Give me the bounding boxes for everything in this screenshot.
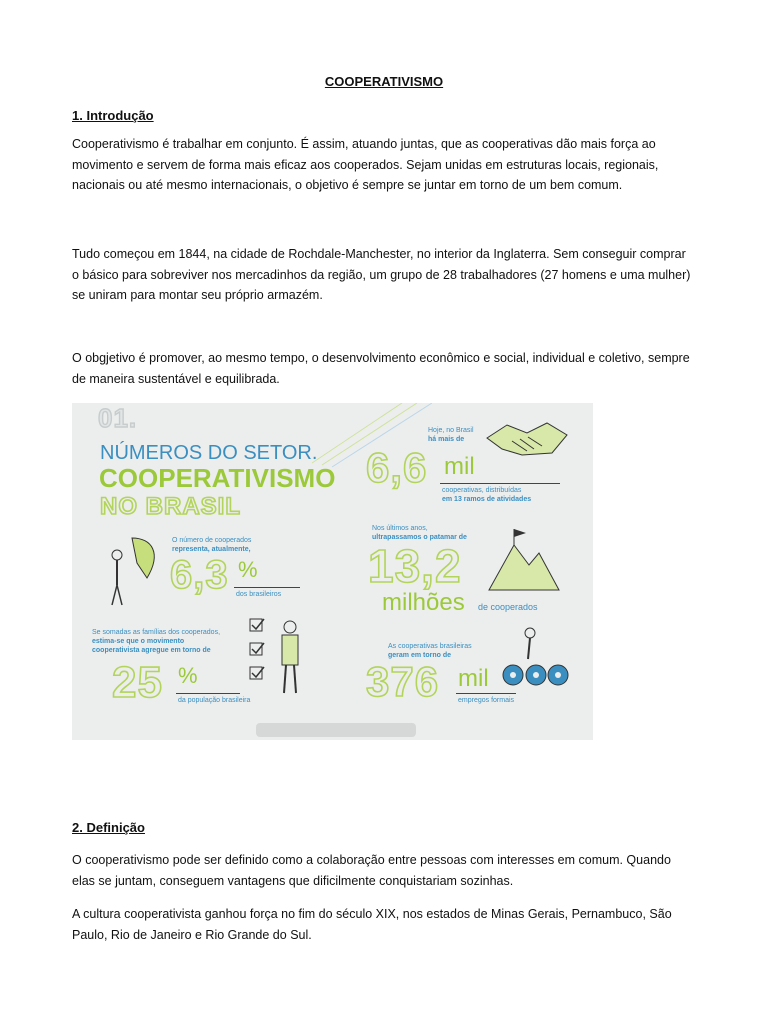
stat4-intro: estima-se que o movimento	[92, 638, 185, 645]
stat3-intro: Nos últimos anos,	[372, 525, 428, 532]
stat2-intro: representa, atualmente,	[172, 546, 251, 553]
stat2-desc: dos brasileiros	[236, 591, 282, 598]
stat1-desc: em 13 ramos de atividades	[442, 496, 532, 503]
stat4-desc: da população brasileira	[178, 697, 251, 704]
infographic-number: 01.	[98, 403, 138, 433]
infographic-title-line1: NÚMEROS DO SETOR.	[100, 442, 318, 464]
stat5-value: 376	[366, 658, 440, 705]
stat2-unit: %	[238, 557, 258, 582]
stat5-unit: mil	[458, 665, 489, 692]
slideshow-bar	[256, 723, 416, 737]
person-with-map-icon	[102, 533, 172, 613]
paragraph: Cooperativismo é trabalhar em conjunto. É assim, atuando juntas, que as cooperativas dão mais força ao movimento e servem de forma mais eficaz aos cooperados. Sejam unidas em estruturas locais, regionais, nacionais ou até mesmo internacionais, o objetivo é sempre se juntar em torno de um bem comum.	[72, 137, 659, 192]
stat5-intro: As cooperativas brasileiras	[388, 643, 472, 650]
stat2-intro: O número de cooperados	[172, 537, 252, 544]
paragraph: A cultura cooperativista ganhou força no fim do século XIX, nos estados de Minas Gerais, Pernambuco, São Paulo, Rio de Janeiro e Rio Grande do Sul.	[72, 907, 672, 942]
paragraph: Tudo começou em 1844, na cidade de Rochdale-Manchester, no interior da Inglaterra. Sem conseguir comprar o básico para sobreviver nos mercadinhos da região, um grupo de 28 trabalhadores (27 homens e uma mulher) se uniram para montar seu próprio armazém.	[72, 247, 691, 302]
stat1-intro: Hoje, no Brasil	[428, 427, 474, 434]
stat3-desc: de cooperados	[478, 602, 538, 612]
stat4-intro: Se somadas as famílias dos cooperados,	[92, 629, 221, 636]
stat1-desc: cooperativas, distribuídas	[442, 487, 522, 494]
paragraph: O obgjetivo é promover, ao mesmo tempo, o desenvolvimento econômico e social, individual e coletivo, sempre de maneira sustentável e equilibrada.	[72, 351, 690, 386]
mountain-flag-icon	[484, 525, 564, 595]
paragraph: O cooperativismo pode ser definido como a colaboração entre pessoas com interesses em comum. Quando elas se juntam, conseguem vantagens que dificilmente conquistariam sozinhas.	[72, 853, 671, 888]
stat3-intro: ultrapassamos o patamar de	[372, 534, 467, 541]
infographic-title-line2: COOPERATIVISMO	[99, 463, 336, 493]
stat4-value: 25	[112, 658, 163, 707]
stat5-intro: geram em torno de	[388, 652, 452, 659]
infographic-title-line3: NO BRASIL	[100, 493, 241, 520]
section-heading-definicao: 2. Definição	[72, 820, 145, 835]
page-title: COOPERATIVISMO	[324, 74, 444, 89]
section-heading-introducao: 1. Introdução	[72, 108, 154, 123]
stat3-unit: milhões	[382, 589, 465, 616]
stat1-intro: há mais de	[428, 436, 465, 443]
infographic-image	[72, 403, 593, 740]
stat1-unit: mil	[444, 453, 475, 480]
stat3-value: 13,2	[368, 540, 462, 592]
checklist-person-icon	[248, 617, 308, 697]
stat4-unit: %	[178, 663, 198, 688]
stat2-value: 6,3	[170, 553, 229, 597]
stat1-value: 6,6	[366, 444, 428, 491]
stat4-intro: cooperativista agregue em torno de	[92, 647, 211, 654]
stat5-desc: empregos formais	[458, 697, 515, 704]
handshake-icon	[482, 413, 572, 463]
gears-cyclist-icon	[498, 625, 578, 695]
